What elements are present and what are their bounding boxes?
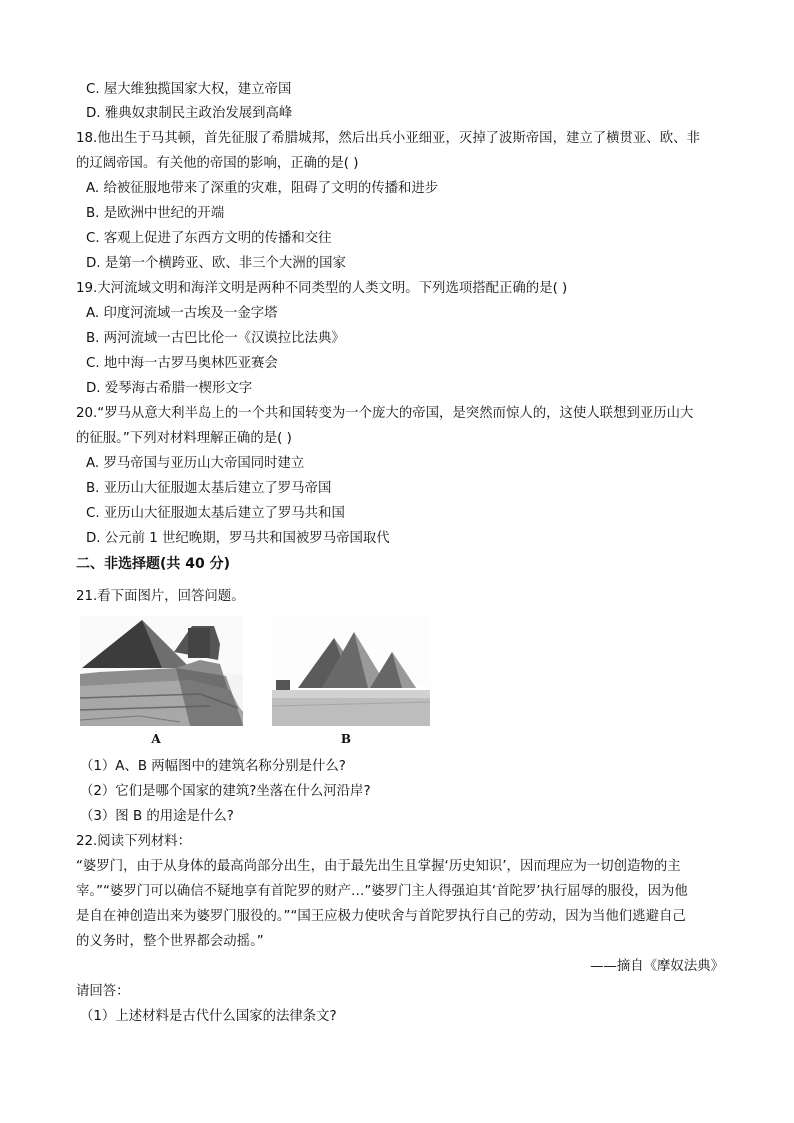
q18-option-a: A. 给被征服地带来了深重的灾难，阻碍了文明的传播和进步 [86,181,439,196]
q22-material-line2: 宰。”“婆罗门可以确信不疑地享有首陀罗的财产…”婆罗门主人得强迫其‘首陀罗’执行屈辱的服役，因为他 [76,884,688,899]
q21-subquestion-1: （1）A、B 两幅图中的建筑名称分别是什么? [80,759,346,774]
sphinx-pyramid-photo [80,616,243,726]
sphinx-pyramid-illustration [80,616,243,726]
section-2-title: 二、非选择题(共 40 分) [76,556,231,572]
q19-stem: 19.大河流域文明和海洋文明是两种不同类型的人类文明。下列选项搭配正确的是( ) [76,281,568,296]
q19-option-b: B. 两河流域一古巴比伦一《汉谟拉比法典》 [86,331,345,346]
q22-prompt: 请回答： [76,984,130,999]
q21-stem: 21.看下面图片，回答问题。 [76,589,245,604]
prev-option-c: C. 屋大维独揽国家大权，建立帝国 [86,82,292,97]
q18-option-d: D. 是第一个横跨亚、欧、非三个大洲的国家 [86,256,346,271]
q20-option-b: B. 亚历山大征服迦太基后建立了罗马帝国 [86,481,332,496]
q20-option-d: D. 公元前 1 世纪晚期，罗马共和国被罗马帝国取代 [86,531,390,546]
q20-option-c: C. 亚历山大征服迦太基后建立了罗马共和国 [86,506,345,521]
prev-option-d: D. 雅典奴隶制民主政治发展到高峰 [86,106,293,121]
q20-stem-line1: 20.“罗马从意大利半岛上的一个共和国转变为一个庞大的帝国，是突然而惊人的，这使人联想到亚历山大 [76,406,694,421]
q22-subquestion-1: （1）上述材料是古代什么国家的法律条文? [80,1009,337,1024]
three-pyramids-illustration [272,616,430,726]
q22-source: ——摘自《摩奴法典》 [590,959,724,974]
q19-option-a: A. 印度河流域一古埃及一金字塔 [86,306,278,321]
q20-option-a: A. 罗马帝国与亚历山大帝国同时建立 [86,456,305,471]
q19-option-c: C. 地中海一古罗马奥林匹亚赛会 [86,356,278,371]
image-a-caption: A [151,732,161,746]
q21-subquestion-2: （2）它们是哪个国家的建筑?坐落在什么河沿岸? [80,784,371,799]
q18-stem-line2: 的辽阔帝国。有关他的帝国的影响，正确的是( ) [76,156,359,171]
q20-stem-line2: 的征服。”下列对材料理解正确的是( ) [76,431,292,446]
image-b-caption: B [340,732,352,746]
q22-material-line4: 的义务时，整个世界都会动摇。” [76,934,264,949]
q21-subquestion-3: （3）图 B 的用途是什么? [80,809,234,824]
three-pyramids-photo [272,616,430,726]
q18-option-b: B. 是欧洲中世纪的开端 [86,206,225,221]
q18-option-c: C. 客观上促进了东西方文明的传播和交往 [86,231,332,246]
q22-material-line3: 是自在神创造出来为婆罗门服役的。”“国王应极力使吠舍与首陀罗执行自己的劳动，因为当他们逃避自己 [76,909,686,924]
q22-stem: 22.阅读下列材料： [76,834,192,849]
q22-material-line1: “婆罗门，由于从身体的最高尚部分出生，由于最先出生且掌握‘历史知识’，因而理应为一切创造物的主 [76,859,681,874]
q18-stem-line1: 18.他出生于马其顿，首先征服了希腊城邦，然后出兵小亚细亚，灭掉了波斯帝国，建立了横贯亚、欧、非 [76,131,700,146]
q19-option-d: D. 爱琴海古希腊一楔形文字 [86,381,253,396]
